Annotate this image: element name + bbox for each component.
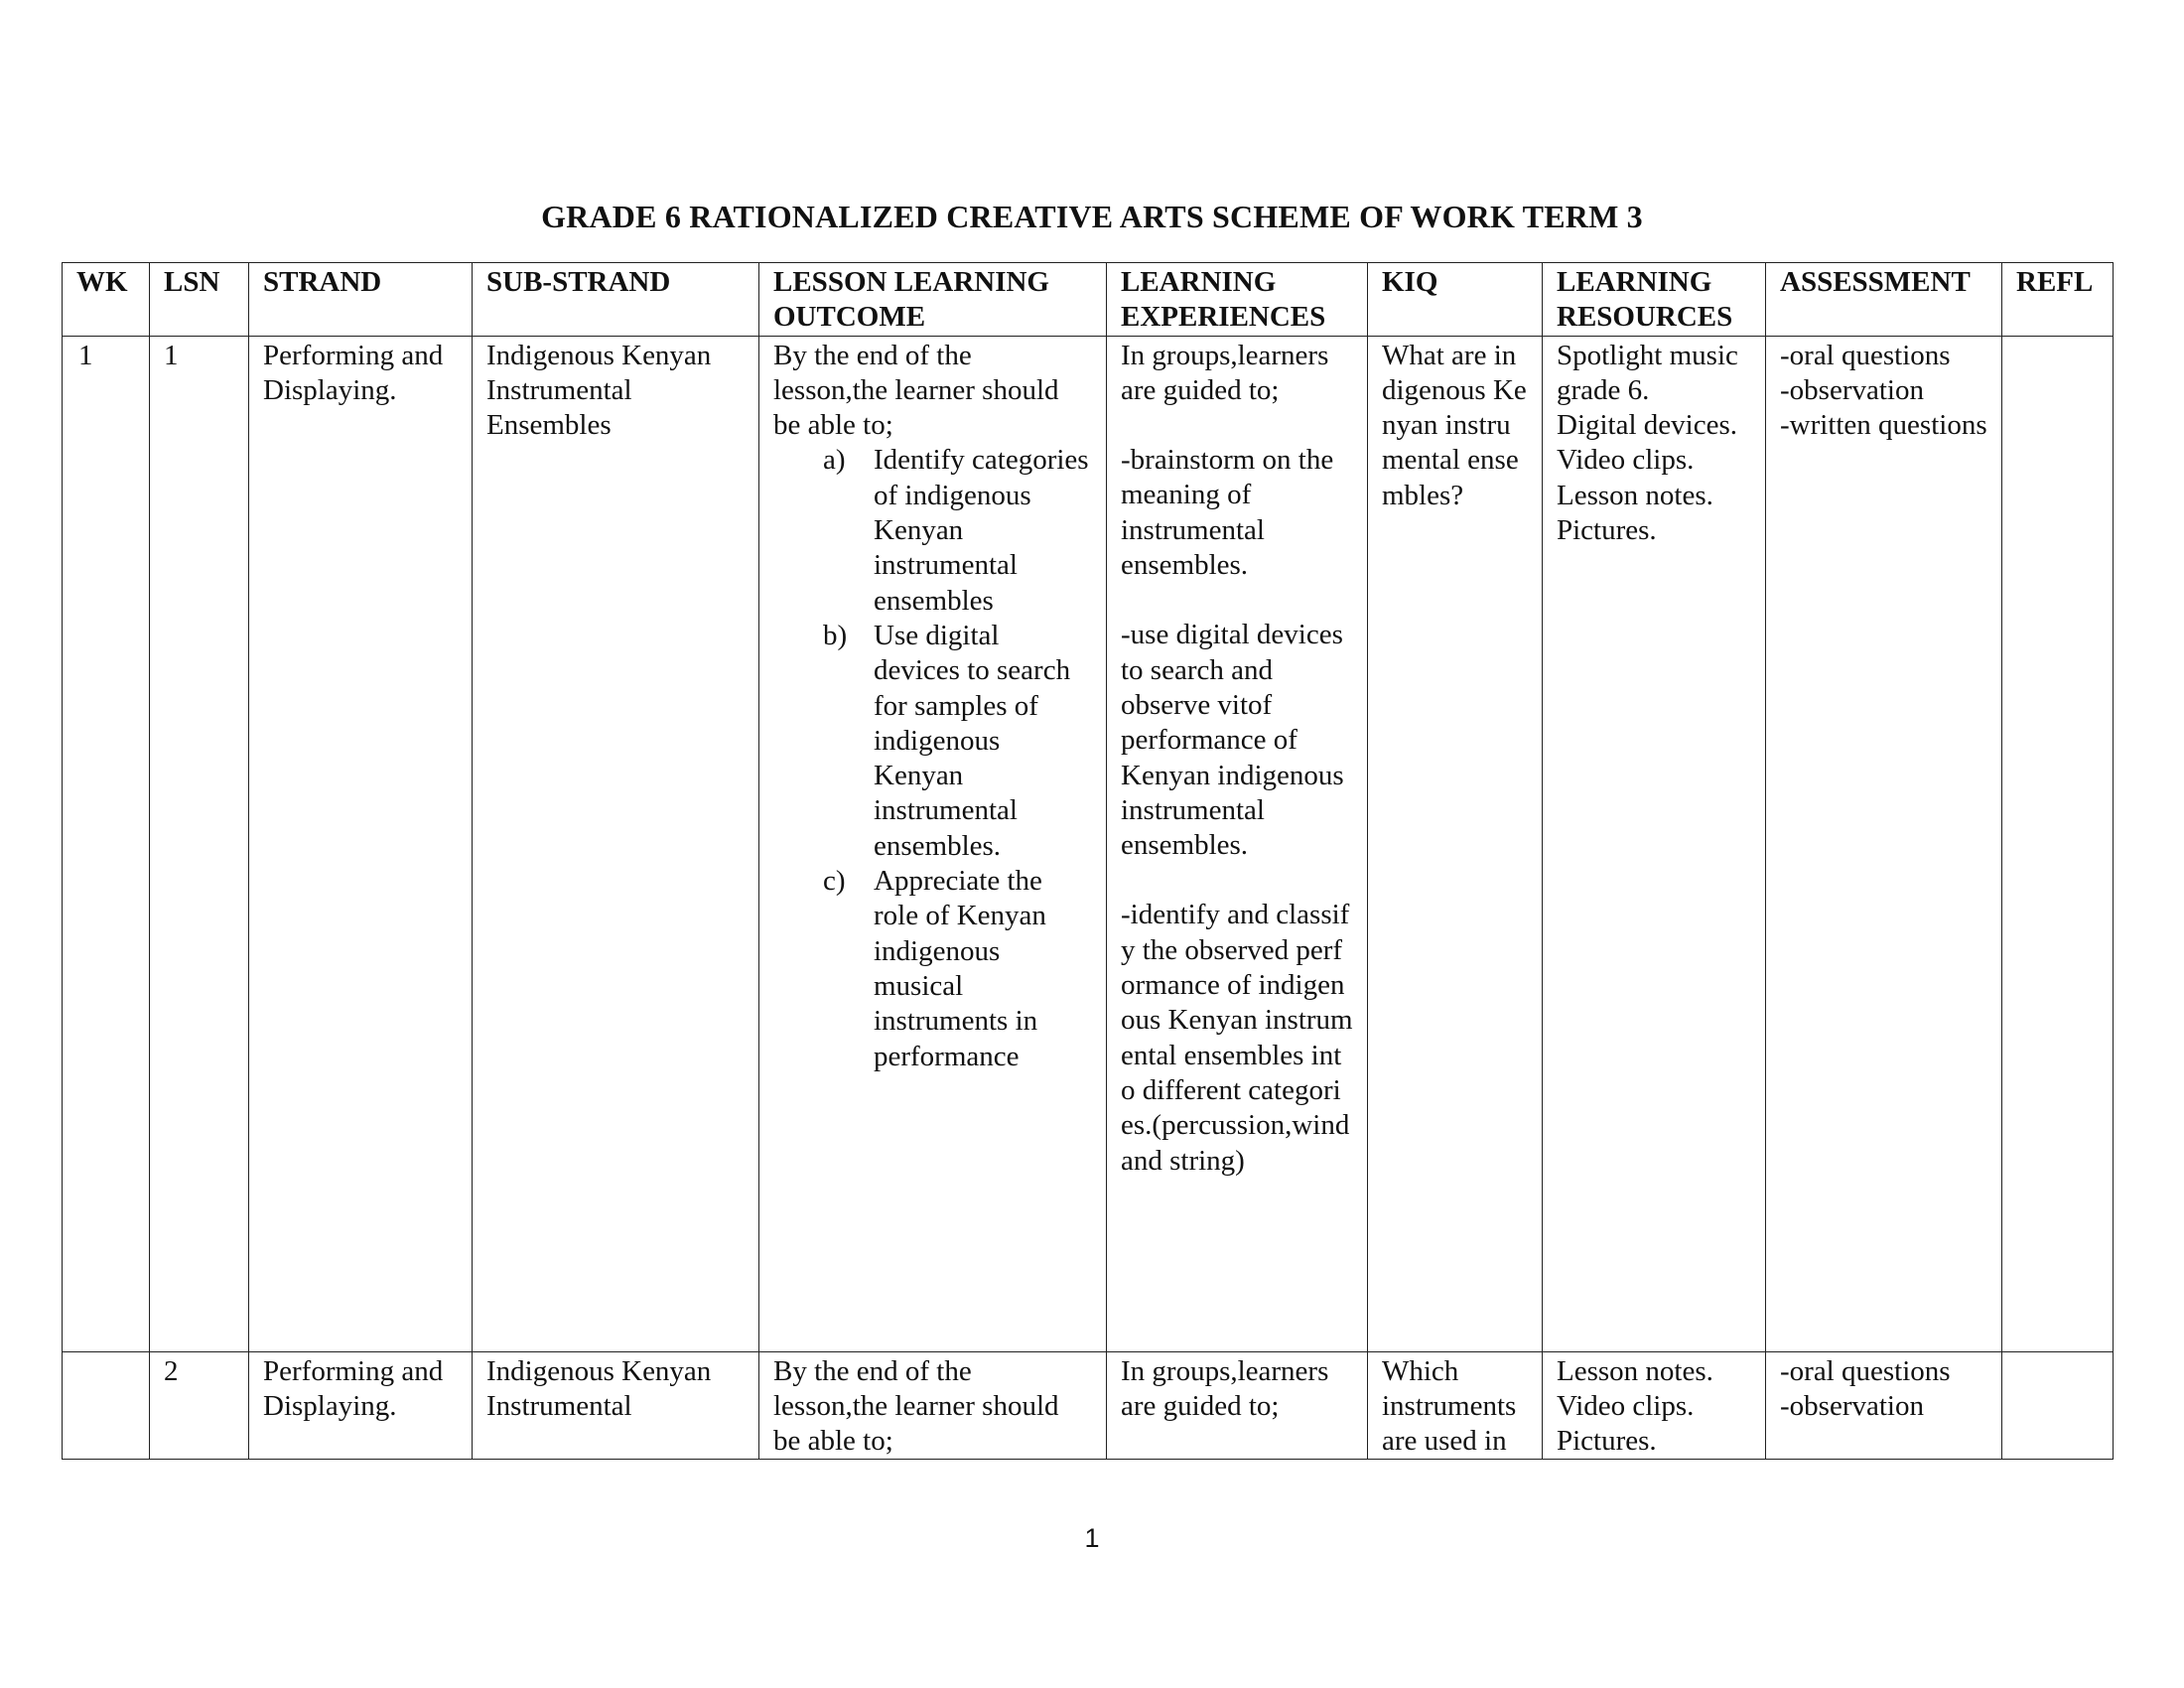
table-row (63, 1351, 2114, 1460)
resource-line: Lesson notes. (1557, 479, 1713, 511)
cell-outcome (759, 336, 1107, 1351)
outcome-text: Identify categories of indigenous Kenyan instrumental ensembles (874, 444, 1089, 617)
outcome-intro: By the end of the lesson,the learner should be able to; (773, 339, 1059, 442)
header-assessment: ASSESSMENT (1766, 263, 2002, 337)
resource-line: Video clips. (1557, 1389, 1695, 1422)
experience-line: -brainstorm on the meaning of instrumental ensembles. (1121, 444, 1334, 582)
document-title: GRADE 6 RATIONALIZED CREATIVE ARTS SCHEME OF WORK TERM 3 (541, 199, 1643, 234)
cell-strand: Performing and Displaying. (249, 336, 473, 1351)
cell-resources (1543, 1351, 1766, 1460)
outcome-item (773, 443, 1092, 618)
resource-line: Lesson notes. (1557, 1354, 1713, 1387)
header-strand: STRAND (249, 263, 473, 337)
cell-resources (1543, 336, 1766, 1351)
outcome-marker: c) (823, 865, 846, 898)
outcome-text: Appreciate the role of Kenyan indigenous musical instruments in performance (874, 865, 1046, 1072)
cell-wk: 1 (63, 336, 150, 1351)
resource-line: Video clips. (1557, 444, 1695, 477)
cell-experiences (1107, 336, 1368, 1351)
outcome-intro: By the end of the lesson,the learner should be able to; (773, 1354, 1059, 1458)
outcome-item (773, 619, 1092, 864)
outcome-text: Use digital devices to search for samples of indigenous Kenyan instrumental ensembles. (874, 619, 1071, 862)
resource-line: Pictures. (1557, 1425, 1657, 1458)
assessment-line: -oral questions (1780, 1354, 1951, 1387)
resource-line: Spotlight music grade 6. (1557, 339, 1738, 406)
assessment-line: -observation (1780, 373, 1924, 406)
cell-refl (2002, 336, 2114, 1351)
cell-strand: Performing and Displaying. (249, 1351, 473, 1460)
cell-assessment (1766, 336, 2002, 1351)
header-lsn: LSN (150, 263, 249, 337)
header-wk: WK (63, 263, 150, 337)
cell-sub-strand: Indigenous Kenyan Instrumental (473, 1351, 759, 1460)
header-row (63, 263, 2114, 337)
cell-refl (2002, 1351, 2114, 1460)
experience-line: In groups,learners are guided to; (1121, 339, 1329, 406)
experience-line: In groups,learners are guided to; (1121, 1354, 1329, 1422)
cell-lsn: 2 (150, 1351, 249, 1460)
header-sub-strand: SUB-STRAND (473, 263, 759, 337)
cell-kiq: Which instruments are used in (1368, 1351, 1543, 1460)
cell-wk (63, 1351, 150, 1460)
cell-lsn: 1 (150, 336, 249, 1351)
outcome-marker: b) (823, 619, 848, 651)
experience-line: -use digital devices to search and observe vitof performance of Kenyan indigenous instrumental ensembles. (1121, 619, 1344, 862)
header-outcome: LESSON LEARNING OUTCOME (759, 263, 1107, 337)
resource-line: Digital devices. (1557, 409, 1738, 442)
cell-sub-strand: Indigenous Kenyan Instrumental Ensembles (473, 336, 759, 1351)
assessment-line: -written questions (1780, 409, 1987, 442)
page-number: 1 (1084, 1523, 1100, 1553)
scheme-of-work-table (62, 262, 2114, 1460)
header-kiq: KIQ (1368, 263, 1543, 337)
cell-assessment (1766, 1351, 2002, 1460)
resource-line: Pictures. (1557, 514, 1657, 547)
cell-kiq: What are indigenous Kenyan instrumental ensembles? (1368, 336, 1543, 1351)
cell-outcome (759, 1351, 1107, 1460)
table-row (63, 336, 2114, 1351)
cell-experiences (1107, 1351, 1368, 1460)
experience-line: -identify and classify the observed performance of indigenous Kenyan instrumental ensembles into different categories.(percussion,wind and string) (1121, 899, 1353, 1177)
outcome-marker: a) (823, 444, 846, 477)
header-resources: LEARNING RESOURCES (1543, 263, 1766, 337)
header-experiences: LEARNING EXPERIENCES (1107, 263, 1368, 337)
header-refl: REFL (2002, 263, 2114, 337)
assessment-line: -observation (1780, 1389, 1924, 1422)
outcome-item (773, 864, 1092, 1074)
assessment-line: -oral questions (1780, 339, 1951, 371)
